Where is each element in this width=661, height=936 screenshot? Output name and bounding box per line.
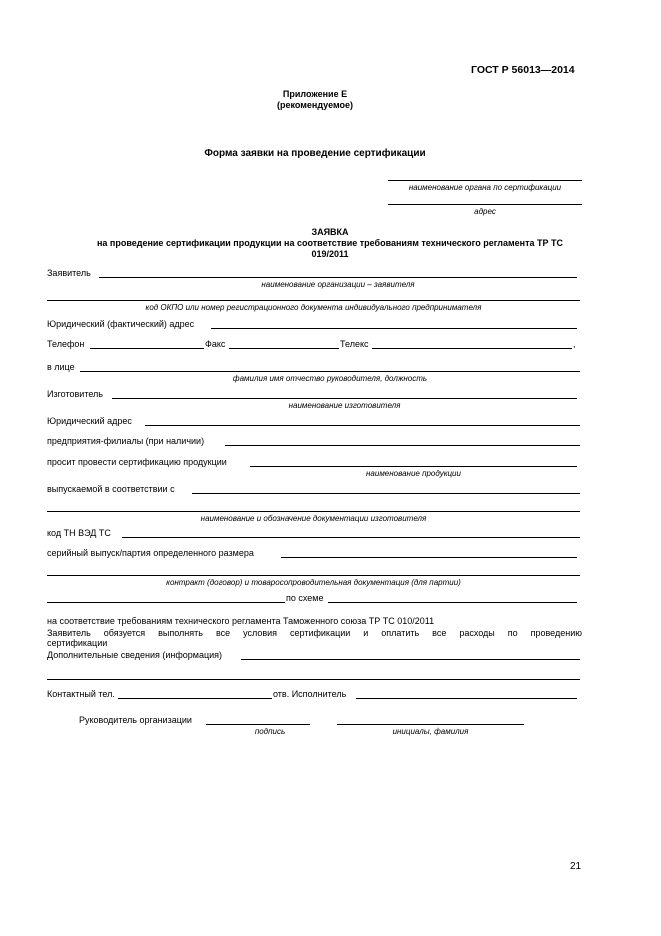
phone-label: Телефон — [47, 339, 85, 349]
okpo-field[interactable] — [47, 300, 580, 301]
recipient-address-line[interactable] — [388, 204, 582, 205]
docs-caption: наименование и обозначение документации изготовителя — [200, 514, 427, 523]
recipient-address-caption: адрес — [474, 207, 496, 216]
produced-per-field[interactable] — [192, 493, 580, 494]
telex-comma: , — [573, 339, 576, 349]
additional-field-2[interactable] — [47, 679, 580, 680]
contract-field[interactable] — [47, 575, 580, 576]
application-subtitle-line2: 019/2011 — [311, 249, 349, 259]
phone-field[interactable] — [90, 348, 204, 349]
applicant-label: Заявитель — [47, 268, 91, 278]
signature-field[interactable] — [206, 724, 310, 725]
contract-caption: контракт (договор) и товаросопроводительная документация (для партии) — [166, 578, 461, 587]
serial-field[interactable] — [281, 557, 577, 558]
scheme-field[interactable] — [328, 602, 577, 603]
contract-field-2[interactable] — [47, 602, 285, 603]
manufacturer-caption: наименование изготовителя — [288, 401, 401, 410]
applicant-caption: наименование организации – заявителя — [261, 280, 415, 289]
represented-field[interactable] — [80, 371, 580, 372]
okpo-caption: код ОКПО или номер регистрационного документа индивидуального предпринимателя — [145, 303, 482, 312]
manufacturer-field[interactable] — [112, 398, 577, 399]
represented-label: в лице — [47, 362, 75, 372]
form-title: Форма заявки на проведение сертификации — [204, 148, 426, 159]
annex-subtitle: (рекомендуемое) — [277, 100, 353, 110]
telex-label: Телекс — [340, 339, 369, 349]
telex-field[interactable] — [372, 348, 572, 349]
serial-label: серийный выпуск/партия определенного размера — [47, 548, 254, 558]
initials-field[interactable] — [337, 724, 524, 725]
contact-phone-field[interactable] — [118, 698, 272, 699]
obligation-line1: Заявитель обязуется выполнять все условия сертификации и оплатить все расходы по проведению — [47, 628, 582, 638]
produced-per-label: выпускаемой в соответствии с — [47, 484, 175, 494]
head-label: Руководитель организации — [79, 715, 192, 725]
fax-label: Факс — [205, 339, 226, 349]
manufacturer-label: Изготовитель — [47, 389, 103, 399]
manufacturer-address-field[interactable] — [145, 425, 580, 426]
additional-field[interactable] — [241, 659, 580, 660]
applicant-field[interactable] — [99, 277, 577, 278]
legal-address-field[interactable] — [211, 328, 577, 329]
recipient-org-line[interactable] — [388, 180, 582, 181]
product-caption: наименование продукции — [366, 469, 461, 478]
compliance-text: на соответствие требованиям технического регламента Таможенного союза ТР ТС 010/2011 — [47, 616, 435, 626]
application-title: ЗАЯВКА — [311, 227, 349, 237]
tnved-label: код ТН ВЭД ТС — [47, 528, 111, 538]
obligation-line2: сертификации — [47, 638, 108, 648]
manufacturer-address-label: Юридический адрес — [47, 416, 132, 426]
represented-caption: фамилия имя отчество руководителя, должность — [232, 374, 428, 383]
branches-field[interactable] — [225, 445, 580, 446]
fax-field[interactable] — [229, 348, 339, 349]
initials-caption: инициалы, фамилия — [392, 727, 469, 736]
contact-phone-label: Контактный тел. — [47, 689, 115, 699]
executor-field[interactable] — [356, 698, 577, 699]
tnved-field[interactable] — [122, 537, 580, 538]
docs-field[interactable] — [47, 511, 580, 512]
legal-address-label: Юридический (фактический) адрес — [47, 319, 195, 329]
scheme-label: по схеме — [286, 593, 324, 603]
request-label: просит провести сертификацию продукции — [47, 457, 227, 467]
application-subtitle-line1: на проведение сертификации продукции на соответствие требованиям технического регламента ТР ТС — [96, 238, 564, 248]
signature-caption: подпись — [254, 727, 286, 736]
page-number: 21 — [570, 861, 582, 872]
executor-label: отв. Исполнитель — [273, 689, 347, 699]
standard-number: ГОСТ Р 56013—2014 — [471, 64, 575, 76]
additional-label: Дополнительные сведения (информация) — [47, 650, 223, 660]
recipient-org-caption: наименование органа по сертификации — [408, 183, 562, 192]
product-field[interactable] — [250, 466, 577, 467]
annex-title: Приложение Е — [282, 89, 348, 99]
branches-label: предприятия-филиалы (при наличии) — [47, 436, 205, 446]
